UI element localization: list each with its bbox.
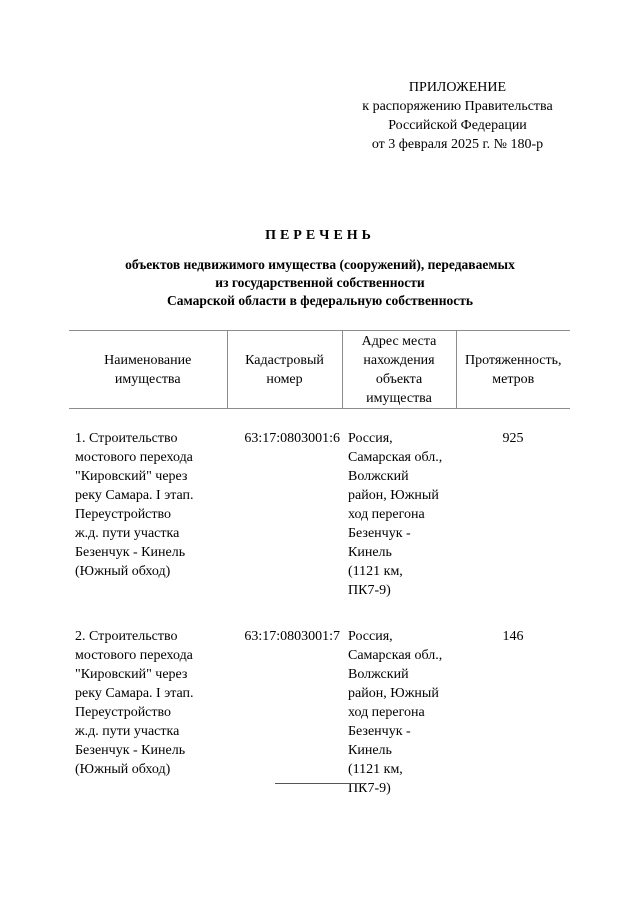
cell-cadastral: 63:17:0803001:6 <box>244 431 340 446</box>
appendix-date-number: от 3 февраля 2025 г. № 180-р <box>371 137 544 152</box>
header-cadastral: Кадастровый номер <box>227 331 342 409</box>
document-title: ПЕРЕЧЕНЬ <box>265 228 375 243</box>
cell-address: Россия, Самарская обл., Волжский район, Южный ход перегона Безенчук - Кинель (1121 км, ПК7-9) <box>348 431 443 598</box>
subtitle-line: объектов недвижимого имущества (сооружений), передаваемых <box>125 257 515 272</box>
cell-address: Россия, Самарская обл., Волжский район, Южный ход перегона Безенчук - Кинель (1121 км, ПК7-9) <box>348 629 443 796</box>
header-name: Наименование имущества <box>69 331 227 409</box>
cell-length: 146 <box>502 629 524 644</box>
table-header-row <box>69 331 570 409</box>
end-divider <box>275 783 365 784</box>
cell-name: 1. Строительство мостового перехода "Кировский" через реку Самара. I этап. Переустройство ж.д. пути участка Безенчук - Кинель (Южный обход) <box>75 431 194 579</box>
cell-length: 925 <box>502 431 524 446</box>
header-address: Адрес места нахождения объекта имущества <box>342 331 456 409</box>
table-row <box>69 409 570 601</box>
appendix-order-line: к распоряжению Правительства <box>362 99 553 114</box>
appendix-block <box>330 78 585 154</box>
cell-cadastral: 63:17:0803001:7 <box>244 629 340 644</box>
table-row <box>69 600 570 798</box>
subtitle-line: Самарской области в федеральную собственность <box>166 293 474 308</box>
header-length: Протяженность, метров <box>456 331 570 409</box>
appendix-label: ПРИЛОЖЕНИЕ <box>408 80 507 95</box>
document-heading <box>20 226 620 310</box>
cell-name: 2. Строительство мостового перехода "Кировский" через реку Самара. I этап. Переустройство ж.д. пути участка Безенчук - Кинель (Южный обход) <box>75 629 194 777</box>
appendix-authority-line: Российской Федерации <box>388 118 527 133</box>
document-subtitle <box>20 256 620 310</box>
subtitle-line: из государственной собственности <box>215 275 425 290</box>
property-table <box>69 330 570 798</box>
